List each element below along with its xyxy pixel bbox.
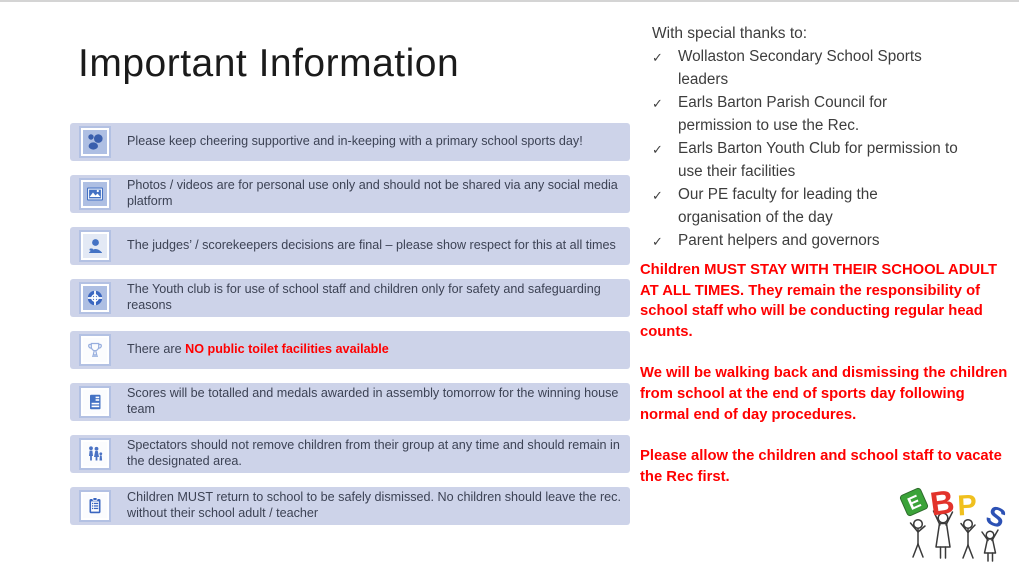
checkmark-icon: ✓ — [652, 188, 663, 203]
ebps-school-logo — [897, 481, 1017, 574]
logo-letter-s: S — [981, 499, 1011, 535]
info-text: Photos / videos are for personal use only and should not be shared via any social media platform — [127, 178, 618, 208]
logo-letter-e: E — [904, 490, 924, 515]
info-text: The Youth club is for use of school staff and children only for safety and safeguarding reasons — [127, 282, 601, 312]
info-text: Please keep cheering supportive and in-keeping with a primary school sports day! — [127, 134, 583, 149]
warning-stay-with-adult: Children MUST STAY WITH THEIR SCHOOL ADULT AT ALL TIMES. They remain the responsibility of school staff who will be conducting regular head counts. — [640, 262, 998, 340]
info-text: Scores will be totalled and medals awarded in assembly tomorrow for the winning house team — [127, 386, 619, 416]
thanks-item: ✓ Earls Barton Youth Club for permission to use their facilities — [652, 137, 964, 183]
info-row-spectators — [70, 435, 630, 473]
info-list — [70, 123, 630, 539]
info-row-youth-club — [70, 279, 630, 317]
checkmark-icon: ✓ — [652, 142, 663, 157]
thanks-item: ✓ Parent helpers and governors — [652, 229, 964, 253]
thanks-section — [652, 22, 1017, 253]
photo-icon — [81, 180, 109, 208]
warning-walking-back: We will be walking back and dismissing the children from school at the end of sports day following normal end of day procedures. — [640, 365, 1008, 423]
thanks-item: ✓ Wollaston Secondary School Sports leaders — [652, 45, 964, 91]
judge-icon — [81, 232, 109, 260]
warnings-section — [640, 260, 1014, 508]
checkmark-icon: ✓ — [652, 234, 663, 249]
ebps-letters — [899, 483, 1010, 535]
cheering-icon — [81, 128, 109, 156]
window-top-edge — [0, 0, 1019, 2]
info-row-photos — [70, 175, 630, 213]
info-row-dismissal — [70, 487, 630, 525]
trophy-icon — [81, 336, 109, 364]
thanks-item: ✓ Earls Barton Parish Council for permission to use the Rec. — [652, 91, 964, 137]
info-row-toilets — [70, 331, 630, 369]
family-icon — [81, 440, 109, 468]
info-row-judges — [70, 227, 630, 265]
info-text: Spectators should not remove children from their group at any time and should remain in the designated area. — [127, 438, 620, 468]
logo-letter-p: P — [956, 489, 978, 523]
clipboard-icon — [81, 492, 109, 520]
scores-icon — [81, 388, 109, 416]
info-row-cheering — [70, 123, 630, 161]
checkmark-icon: ✓ — [652, 96, 663, 111]
target-icon — [81, 284, 109, 312]
info-text: There are NO public toilet facilities available — [127, 342, 389, 357]
warning-vacate-rec: Please allow the children and school staff to vacate the Rec first. — [640, 448, 1002, 485]
checkmark-icon: ✓ — [652, 50, 663, 65]
info-row-scores — [70, 383, 630, 421]
info-text: The judges’ / scorekeepers decisions are final – please show respect for this at all times — [127, 238, 616, 253]
info-text: Children MUST return to school to be safely dismissed. No children should leave the rec. without their school adult / teacher — [127, 490, 621, 520]
page-title: Important Information — [78, 42, 460, 85]
thanks-heading: With special thanks to: — [652, 25, 808, 42]
logo-letter-b: B — [927, 482, 957, 523]
thanks-item: ✓ Our PE faculty for leading the organisation of the day — [652, 183, 964, 229]
